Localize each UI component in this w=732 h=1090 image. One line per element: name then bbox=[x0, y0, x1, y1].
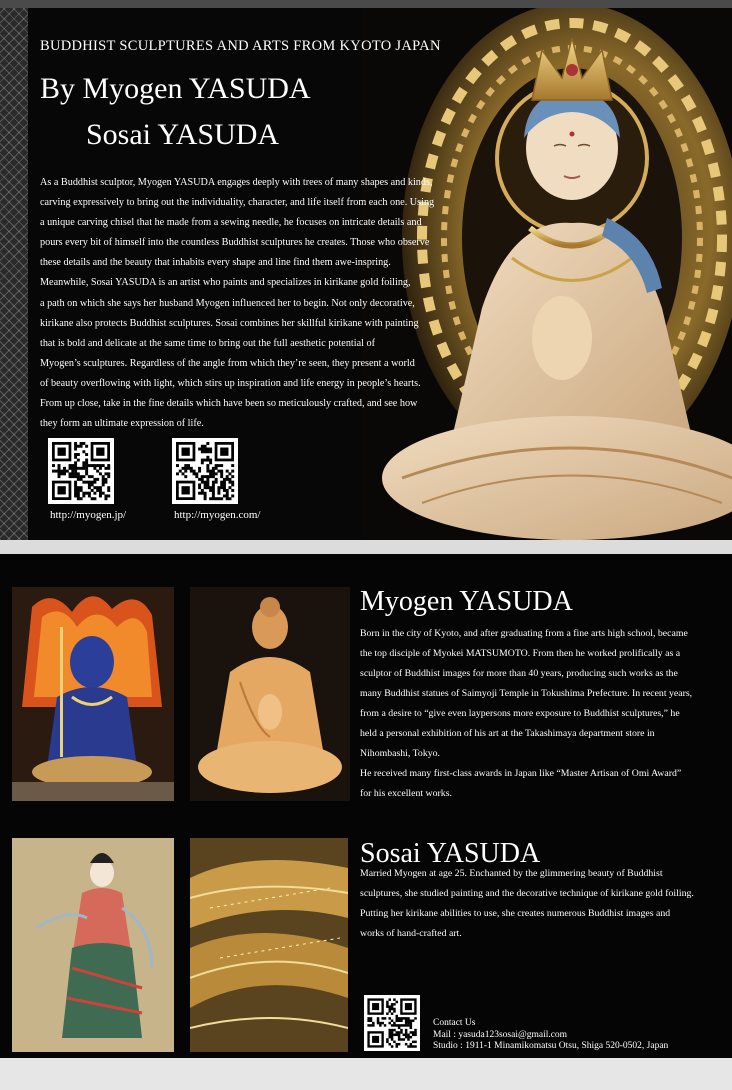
intro-body-line: a path on which she says her husband Myogen influenced her to begin. Not only decorative, bbox=[40, 297, 415, 309]
fudo-myoo-statue-image bbox=[12, 587, 174, 801]
contact-studio: Studio : 1911-1 Minamikomatsu Otsu, Shiga 520-0502, Japan bbox=[433, 1041, 669, 1051]
myogen-bio-line: the top disciple of Myokei MATSUMOTO. From then he worked prolifically as a bbox=[360, 648, 681, 659]
intro-title-myogen: By Myogen YASUDA bbox=[40, 72, 311, 105]
qr-code-icon[interactable] bbox=[172, 438, 238, 504]
myogen-bio-line: many Buddhist statues of Saimyoji Temple in Tokushima Prefecture. In recent years, bbox=[360, 688, 693, 699]
contact-mail[interactable]: Mail : yasuda123sosai@gmail.com bbox=[433, 1029, 568, 1040]
sosai-bio bbox=[360, 864, 732, 944]
seated-buddha-statue-image bbox=[190, 587, 350, 801]
qr-code-icon[interactable] bbox=[364, 995, 420, 1051]
myogen-bio-line: Born in the city of Kyoto, and after graduating from a fine arts high school, became bbox=[360, 628, 688, 639]
sosai-name: Sosai YASUDA bbox=[360, 838, 541, 869]
intro-body-line: these details and the beauty that inhabits every shape and line find them awe-inspring. bbox=[40, 257, 391, 269]
intro-title-sosai: Sosai YASUDA bbox=[86, 118, 280, 151]
myogen-bio-line: sculptor of Buddhist images for more than 40 years, producing such works as the bbox=[360, 668, 678, 679]
sosai-bio-line: works of hand-crafted art. bbox=[360, 928, 462, 939]
intro-panel bbox=[0, 8, 732, 540]
intro-body-line: Myogen’s sculptures. Regardless of the angle from which they’re seen, they present a world bbox=[40, 357, 415, 369]
intro-body-line: a unique carving chisel that he made from a sewing needle, he focuses on intricate details and bbox=[40, 217, 422, 229]
intro-body-line: of beauty overflowing with light, which stirs up inspiration and life energy in people’s hearts. bbox=[40, 377, 421, 389]
myogen-bio-line: for his excellent works. bbox=[360, 788, 452, 799]
myogen-bio bbox=[360, 624, 732, 804]
intro-body-line: carving expressively to bring out the individuality, character, and life itself from each one. Using bbox=[40, 197, 435, 209]
myogen-bio-line: Nihombashi, Tokyo. bbox=[360, 748, 440, 759]
myogen-name: Myogen YASUDA bbox=[360, 586, 573, 617]
contact-heading: Contact Us bbox=[433, 1018, 476, 1028]
myogen-bio-line: from a desire to “give even laypersons more exposure to Buddhist sculptures,” he bbox=[360, 708, 680, 719]
top-bar bbox=[0, 0, 732, 8]
qr-caption-myogen-jp[interactable]: http://myogen.jp/ bbox=[50, 509, 127, 521]
qr-code-icon[interactable] bbox=[48, 438, 114, 504]
kirikane-detail-image bbox=[190, 838, 348, 1052]
intro-body-line: From up close, take in the fine details which have been so meticulously crafted, and see how bbox=[40, 398, 418, 410]
intro-subtitle: BUDDHIST SCULPTURES AND ARTS FROM KYOTO JAPAN bbox=[40, 38, 441, 54]
intro-body-line: pours every bit of himself into the countless Buddhist sculptures he creates. Those who observe bbox=[40, 237, 430, 249]
intro-body-line: they form an ultimate expression of life. bbox=[40, 418, 204, 430]
sosai-bio-line: Married Myogen at age 25. Enchanted by the glimmering beauty of Buddhist bbox=[360, 868, 663, 879]
lattice-pattern-strip bbox=[0, 8, 28, 540]
intro-body-line: Meanwhile, Sosai YASUDA is an artist who paints and specializes in kirikane gold foiling, bbox=[40, 277, 411, 289]
qr-caption-myogen-com[interactable]: http://myogen.com/ bbox=[174, 509, 261, 521]
myogen-bio-line: held a personal exhibition of his art at the Takashimaya department store in bbox=[360, 728, 655, 739]
intro-body-line: that is bold and delicate at the same time to bring out the full aesthetic potential of bbox=[40, 337, 375, 349]
intro-body-line: As a Buddhist sculptor, Myogen YASUDA engages deeply with trees of many shapes and kinds, bbox=[40, 177, 433, 188]
intro-body bbox=[40, 173, 470, 434]
bottom-strip bbox=[0, 1058, 732, 1090]
intro-body-line: kirikane also protects Buddhist sculptures. Sosai combines her skillful kirikane with painting bbox=[40, 317, 419, 329]
myogen-bio-line: He received many first-class awards in Japan like “Master Artisan of Omi Award” bbox=[360, 768, 682, 779]
sosai-bio-line: sculptures, she studied painting and the decorative technique of kirikane gold foiling. bbox=[360, 888, 694, 899]
artists-panel bbox=[0, 554, 732, 1058]
sosai-bio-line: Putting her kirikane abilities to use, she creates numerous Buddhist images and bbox=[360, 908, 671, 919]
bodhisattva-painting-image bbox=[12, 838, 174, 1052]
contact-block bbox=[433, 1018, 668, 1053]
